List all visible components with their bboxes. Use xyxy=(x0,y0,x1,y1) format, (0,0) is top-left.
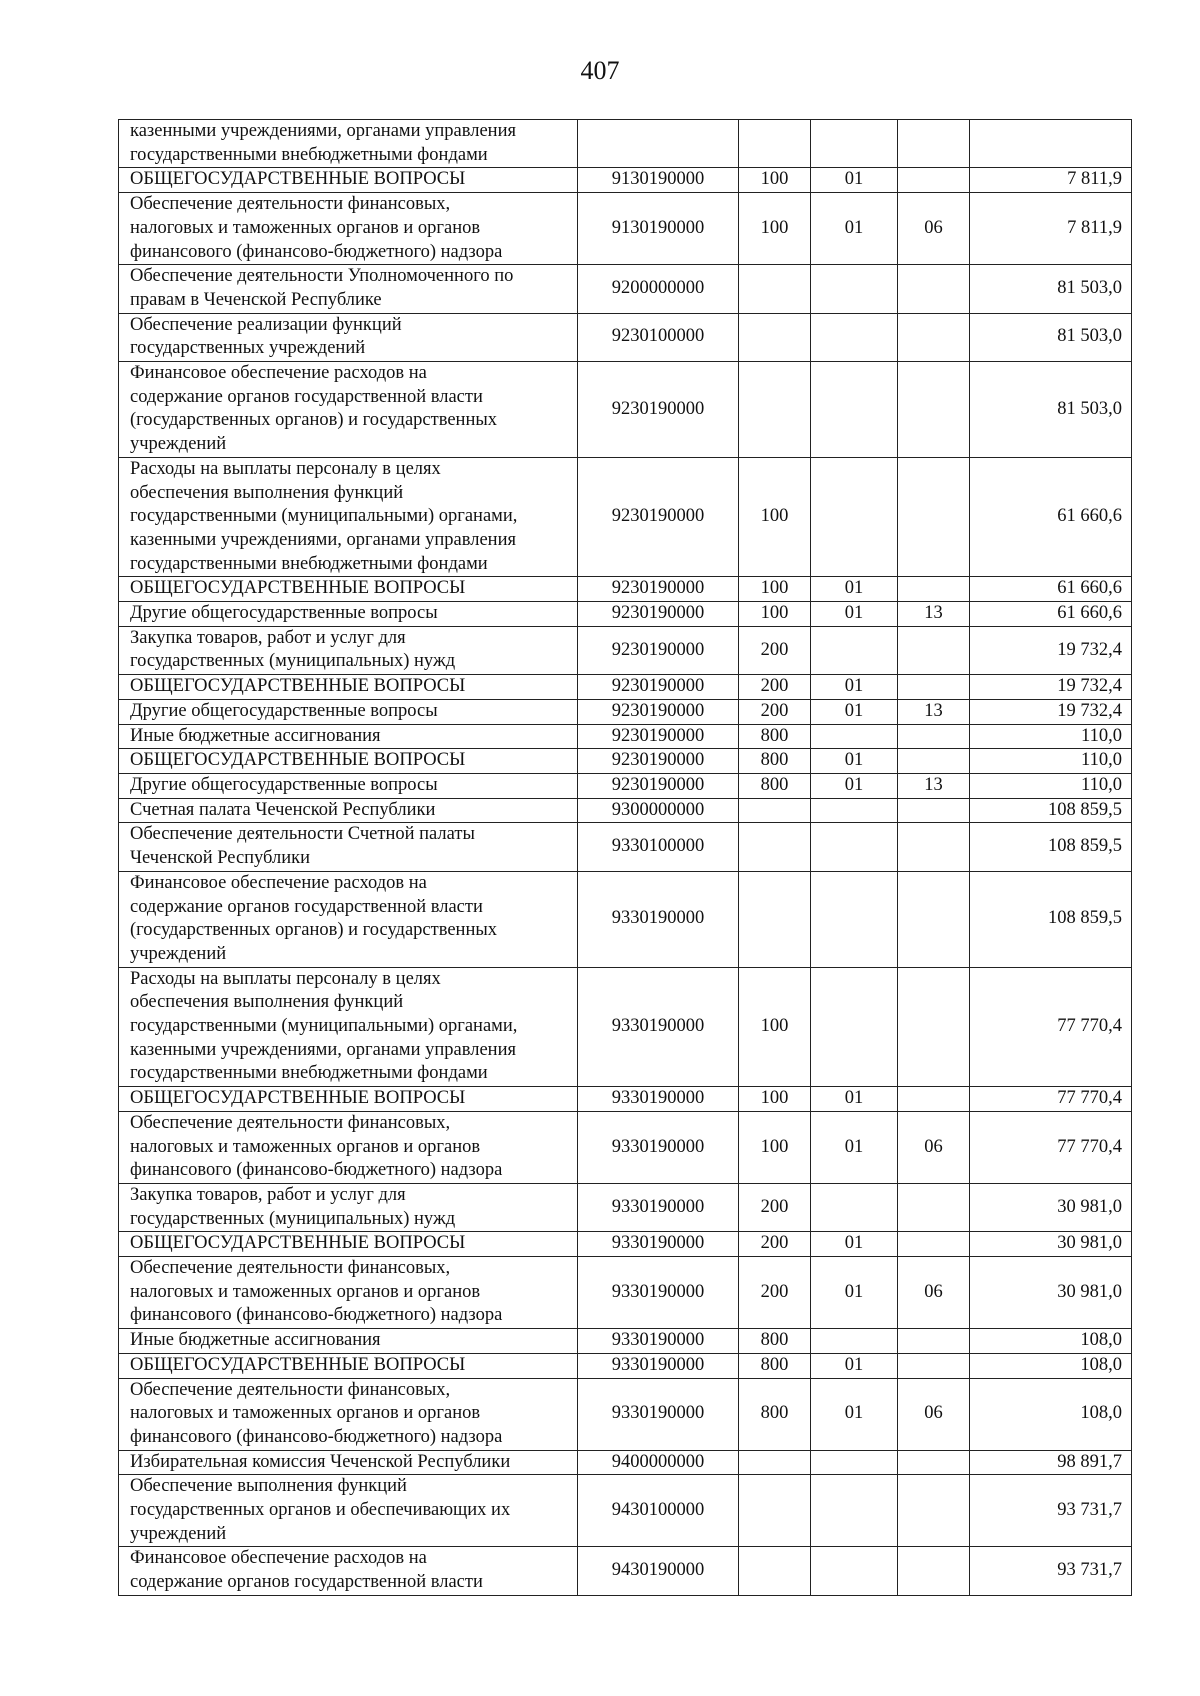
table-row xyxy=(119,313,1132,361)
table-row xyxy=(119,362,1132,458)
table-row xyxy=(119,675,1132,700)
row-rz-cell: 01 xyxy=(811,1353,898,1378)
row-code-cell: 9230190000 xyxy=(578,749,739,774)
row-rz-cell: 01 xyxy=(811,1232,898,1257)
row-amount-cell: 19 732,4 xyxy=(970,699,1132,724)
row-code-cell: 9430190000 xyxy=(578,1547,739,1595)
row-rz-cell xyxy=(811,724,898,749)
row-name-line: налоговых и таможенных органов и органов xyxy=(130,1281,481,1302)
row-code-cell: 9330190000 xyxy=(578,1329,739,1354)
row-vr-cell: 100 xyxy=(739,967,811,1087)
row-code-cell: 9230190000 xyxy=(578,602,739,627)
row-name-cell xyxy=(119,749,578,774)
row-pr-cell xyxy=(898,967,970,1087)
row-amount-cell xyxy=(970,120,1132,168)
row-code-cell: 9230190000 xyxy=(578,362,739,458)
row-amount-cell: 93 731,7 xyxy=(970,1547,1132,1595)
row-name-line: Иные бюджетные ассигнования xyxy=(130,1330,381,1351)
table-row xyxy=(119,1183,1132,1231)
row-rz-cell: 01 xyxy=(811,1087,898,1112)
row-name-line: ОБЩЕГОСУДАРСТВЕННЫЕ ВОПРОСЫ xyxy=(130,750,466,771)
row-vr-cell: 800 xyxy=(739,749,811,774)
row-name-line: государственных (муниципальных) нужд xyxy=(130,651,456,672)
row-pr-cell xyxy=(898,1329,970,1354)
row-name-line: государственными внебюджетными фондами xyxy=(130,144,488,165)
row-name-cell xyxy=(119,1353,578,1378)
row-amount-cell: 30 981,0 xyxy=(970,1257,1132,1329)
row-name-line: учреждений xyxy=(130,434,227,455)
row-vr-cell: 100 xyxy=(739,457,811,577)
table-row xyxy=(119,773,1132,798)
table-row xyxy=(119,265,1132,313)
table-row xyxy=(119,1353,1132,1378)
row-code-cell xyxy=(578,120,739,168)
row-amount-cell: 110,0 xyxy=(970,749,1132,774)
row-pr-cell xyxy=(898,675,970,700)
row-pr-cell: 06 xyxy=(898,1257,970,1329)
row-name-line: Финансовое обеспечение расходов на xyxy=(130,872,427,893)
table-row xyxy=(119,871,1132,967)
row-rz-cell xyxy=(811,120,898,168)
row-vr-cell: 100 xyxy=(739,1111,811,1183)
row-name-line: Избирательная комиссия Чеченской Республики xyxy=(130,1451,511,1472)
row-vr-cell xyxy=(739,823,811,871)
row-name-line: государственными внебюджетными фондами xyxy=(130,553,488,574)
row-name-line: учреждений xyxy=(130,1523,227,1544)
row-name-cell xyxy=(119,1475,578,1547)
row-code-cell: 9230190000 xyxy=(578,626,739,674)
page-number: 407 xyxy=(580,56,620,85)
row-amount-cell: 77 770,4 xyxy=(970,1111,1132,1183)
row-amount-cell: 110,0 xyxy=(970,724,1132,749)
row-name-line: Финансовое обеспечение расходов на xyxy=(130,363,427,384)
row-name-cell xyxy=(119,1183,578,1231)
row-pr-cell xyxy=(898,120,970,168)
row-amount-cell: 61 660,6 xyxy=(970,577,1132,602)
row-vr-cell xyxy=(739,265,811,313)
row-code-cell: 9230190000 xyxy=(578,577,739,602)
row-name-line: финансового (финансово-бюджетного) надзора xyxy=(130,241,503,262)
row-rz-cell: 01 xyxy=(811,1111,898,1183)
row-vr-cell: 800 xyxy=(739,1378,811,1450)
row-amount-cell: 81 503,0 xyxy=(970,313,1132,361)
row-rz-cell: 01 xyxy=(811,193,898,265)
row-name-line: ОБЩЕГОСУДАРСТВЕННЫЕ ВОПРОСЫ xyxy=(130,1233,466,1254)
row-amount-cell: 61 660,6 xyxy=(970,457,1132,577)
budget-table xyxy=(118,119,1132,1596)
row-vr-cell: 100 xyxy=(739,193,811,265)
row-name-cell xyxy=(119,362,578,458)
row-name-cell xyxy=(119,265,578,313)
row-amount-cell: 30 981,0 xyxy=(970,1232,1132,1257)
table-row xyxy=(119,1111,1132,1183)
table-row xyxy=(119,120,1132,168)
row-name-line: налоговых и таможенных органов и органов xyxy=(130,1136,481,1157)
table-row xyxy=(119,823,1132,871)
row-amount-cell: 108,0 xyxy=(970,1329,1132,1354)
row-code-cell: 9230190000 xyxy=(578,675,739,700)
row-name-line: (государственных органов) и государственных xyxy=(130,920,498,941)
row-name-line: казенными учреждениями, органами управления xyxy=(130,529,516,550)
row-name-line: государственных (муниципальных) нужд xyxy=(130,1208,456,1229)
row-name-cell xyxy=(119,626,578,674)
row-name-cell xyxy=(119,193,578,265)
row-pr-cell xyxy=(898,749,970,774)
row-rz-cell xyxy=(811,1547,898,1595)
row-name-cell xyxy=(119,1547,578,1595)
row-name-line: Другие общегосударственные вопросы xyxy=(130,774,438,795)
row-code-cell: 9400000000 xyxy=(578,1450,739,1475)
row-name-line: Обеспечение деятельности финансовых, xyxy=(130,1258,451,1279)
row-name-line: казенными учреждениями, органами управления xyxy=(130,121,516,141)
row-pr-cell xyxy=(898,871,970,967)
row-vr-cell: 200 xyxy=(739,1257,811,1329)
row-code-cell: 9230190000 xyxy=(578,773,739,798)
row-name-line: правам в Чеченской Республике xyxy=(130,289,382,310)
row-amount-cell: 77 770,4 xyxy=(970,1087,1132,1112)
row-name-line: казенными учреждениями, органами управления xyxy=(130,1039,516,1060)
row-name-cell xyxy=(119,871,578,967)
row-pr-cell xyxy=(898,798,970,823)
budget-table-body xyxy=(119,120,1132,1596)
row-amount-cell: 98 891,7 xyxy=(970,1450,1132,1475)
row-code-cell: 9230190000 xyxy=(578,699,739,724)
row-name-line: ОБЩЕГОСУДАРСТВЕННЫЕ ВОПРОСЫ xyxy=(130,1354,466,1375)
row-code-cell: 9330190000 xyxy=(578,1232,739,1257)
row-pr-cell xyxy=(898,168,970,193)
row-name-line: Обеспечение деятельности Уполномоченного по xyxy=(130,266,514,287)
row-name-line: Счетная палата Чеченской Республики xyxy=(130,799,436,820)
row-amount-cell: 19 732,4 xyxy=(970,626,1132,674)
row-name-cell xyxy=(119,967,578,1087)
row-name-cell xyxy=(119,724,578,749)
row-pr-cell: 06 xyxy=(898,1111,970,1183)
row-name-line: Обеспечение деятельности финансовых, xyxy=(130,1112,451,1133)
row-amount-cell: 7 811,9 xyxy=(970,168,1132,193)
row-amount-cell: 110,0 xyxy=(970,773,1132,798)
row-name-line: Другие общегосударственные вопросы xyxy=(130,700,438,721)
row-pr-cell xyxy=(898,1087,970,1112)
row-name-line: государственными внебюджетными фондами xyxy=(130,1063,488,1084)
row-rz-cell xyxy=(811,362,898,458)
row-rz-cell xyxy=(811,313,898,361)
row-code-cell: 9330100000 xyxy=(578,823,739,871)
row-name-cell xyxy=(119,1257,578,1329)
row-code-cell: 9130190000 xyxy=(578,193,739,265)
row-code-cell: 9330190000 xyxy=(578,1111,739,1183)
row-code-cell: 9330190000 xyxy=(578,871,739,967)
table-row xyxy=(119,1232,1132,1257)
row-name-cell xyxy=(119,675,578,700)
table-row xyxy=(119,602,1132,627)
row-name-line: ОБЩЕГОСУДАРСТВЕННЫЕ ВОПРОСЫ xyxy=(130,676,466,697)
table-row xyxy=(119,1087,1132,1112)
table-row xyxy=(119,1257,1132,1329)
row-vr-cell: 800 xyxy=(739,1353,811,1378)
row-code-cell: 9330190000 xyxy=(578,1183,739,1231)
row-vr-cell: 100 xyxy=(739,1087,811,1112)
row-pr-cell xyxy=(898,823,970,871)
row-amount-cell: 30 981,0 xyxy=(970,1183,1132,1231)
row-name-line: Обеспечение деятельности Счетной палаты xyxy=(130,824,475,845)
row-name-cell xyxy=(119,120,578,168)
row-name-cell xyxy=(119,602,578,627)
table-row xyxy=(119,1547,1132,1595)
row-pr-cell: 06 xyxy=(898,1378,970,1450)
row-name-cell xyxy=(119,1378,578,1450)
row-name-line: государственными (муниципальными) органами, xyxy=(130,1016,518,1037)
row-name-cell xyxy=(119,313,578,361)
row-name-cell xyxy=(119,1450,578,1475)
row-vr-cell: 200 xyxy=(739,1183,811,1231)
row-name-line: Чеченской Республики xyxy=(130,848,311,869)
row-rz-cell xyxy=(811,265,898,313)
table-row xyxy=(119,1450,1132,1475)
row-vr-cell: 200 xyxy=(739,699,811,724)
row-pr-cell xyxy=(898,577,970,602)
row-rz-cell: 01 xyxy=(811,699,898,724)
table-row xyxy=(119,699,1132,724)
table-row xyxy=(119,1475,1132,1547)
row-rz-cell xyxy=(811,1475,898,1547)
row-name-cell xyxy=(119,577,578,602)
row-name-line: Обеспечение деятельности финансовых, xyxy=(130,194,451,215)
row-name-line: финансового (финансово-бюджетного) надзора xyxy=(130,1305,503,1326)
row-pr-cell xyxy=(898,1547,970,1595)
table-row xyxy=(119,724,1132,749)
table-row xyxy=(119,457,1132,577)
row-name-line: государственных органов и обеспечивающих их xyxy=(130,1500,511,1521)
table-row xyxy=(119,749,1132,774)
row-rz-cell xyxy=(811,967,898,1087)
row-amount-cell: 61 660,6 xyxy=(970,602,1132,627)
row-rz-cell: 01 xyxy=(811,1257,898,1329)
row-pr-cell: 06 xyxy=(898,193,970,265)
row-rz-cell xyxy=(811,823,898,871)
row-name-line: содержание органов государственной власти xyxy=(130,896,483,917)
row-code-cell: 9330190000 xyxy=(578,1087,739,1112)
row-code-cell: 9330190000 xyxy=(578,1257,739,1329)
row-pr-cell: 13 xyxy=(898,773,970,798)
row-code-cell: 9200000000 xyxy=(578,265,739,313)
row-code-cell: 9330190000 xyxy=(578,1353,739,1378)
row-rz-cell xyxy=(811,626,898,674)
row-name-line: Финансовое обеспечение расходов на xyxy=(130,1548,427,1569)
row-name-line: Иные бюджетные ассигнования xyxy=(130,725,381,746)
row-vr-cell xyxy=(739,871,811,967)
row-vr-cell: 200 xyxy=(739,675,811,700)
row-name-line: учреждений xyxy=(130,943,227,964)
row-vr-cell xyxy=(739,120,811,168)
row-pr-cell xyxy=(898,362,970,458)
row-code-cell: 9430100000 xyxy=(578,1475,739,1547)
row-pr-cell xyxy=(898,313,970,361)
row-name-line: (государственных органов) и государственных xyxy=(130,410,498,431)
row-name-line: налоговых и таможенных органов и органов xyxy=(130,1403,481,1424)
row-code-cell: 9130190000 xyxy=(578,168,739,193)
row-name-cell xyxy=(119,1232,578,1257)
row-pr-cell xyxy=(898,1183,970,1231)
row-amount-cell: 77 770,4 xyxy=(970,967,1132,1087)
row-name-line: Обеспечение выполнения функций xyxy=(130,1476,407,1497)
row-pr-cell xyxy=(898,626,970,674)
row-rz-cell xyxy=(811,871,898,967)
table-row xyxy=(119,193,1132,265)
row-rz-cell: 01 xyxy=(811,577,898,602)
row-vr-cell: 200 xyxy=(739,626,811,674)
row-name-cell xyxy=(119,1111,578,1183)
row-name-line: обеспечения выполнения функций xyxy=(130,992,404,1013)
row-name-line: налоговых и таможенных органов и органов xyxy=(130,217,481,238)
row-vr-cell xyxy=(739,362,811,458)
row-vr-cell xyxy=(739,313,811,361)
table-row xyxy=(119,626,1132,674)
row-rz-cell: 01 xyxy=(811,1378,898,1450)
row-pr-cell xyxy=(898,1353,970,1378)
row-amount-cell: 7 811,9 xyxy=(970,193,1132,265)
row-vr-cell: 800 xyxy=(739,1329,811,1354)
row-name-line: государственными (муниципальными) органами, xyxy=(130,506,518,527)
table-row xyxy=(119,168,1132,193)
row-name-line: ОБЩЕГОСУДАРСТВЕННЫЕ ВОПРОСЫ xyxy=(130,169,466,190)
row-amount-cell: 108,0 xyxy=(970,1353,1132,1378)
row-name-line: обеспечения выполнения функций xyxy=(130,482,404,503)
row-code-cell: 9230190000 xyxy=(578,457,739,577)
row-rz-cell: 01 xyxy=(811,675,898,700)
row-vr-cell: 800 xyxy=(739,773,811,798)
row-name-cell xyxy=(119,798,578,823)
row-amount-cell: 19 732,4 xyxy=(970,675,1132,700)
row-name-cell xyxy=(119,823,578,871)
row-amount-cell: 108 859,5 xyxy=(970,871,1132,967)
row-pr-cell xyxy=(898,724,970,749)
row-rz-cell: 01 xyxy=(811,168,898,193)
row-rz-cell xyxy=(811,798,898,823)
row-vr-cell xyxy=(739,1450,811,1475)
row-code-cell: 9300000000 xyxy=(578,798,739,823)
row-name-cell xyxy=(119,1329,578,1354)
row-vr-cell: 100 xyxy=(739,577,811,602)
row-name-line: Другие общегосударственные вопросы xyxy=(130,603,438,624)
row-vr-cell xyxy=(739,1475,811,1547)
row-name-line: Закупка товаров, работ и услуг для xyxy=(130,1184,406,1205)
row-pr-cell xyxy=(898,1232,970,1257)
table-row xyxy=(119,1329,1132,1354)
row-rz-cell: 01 xyxy=(811,749,898,774)
table-row xyxy=(119,967,1132,1087)
row-vr-cell: 200 xyxy=(739,1232,811,1257)
row-code-cell: 9330190000 xyxy=(578,1378,739,1450)
table-row xyxy=(119,1378,1132,1450)
row-name-line: Обеспечение деятельности финансовых, xyxy=(130,1379,451,1400)
row-name-line: государственных учреждений xyxy=(130,338,366,359)
row-rz-cell: 01 xyxy=(811,773,898,798)
row-name-cell xyxy=(119,457,578,577)
row-rz-cell xyxy=(811,1183,898,1231)
row-rz-cell: 01 xyxy=(811,602,898,627)
row-amount-cell: 108 859,5 xyxy=(970,798,1132,823)
row-vr-cell: 800 xyxy=(739,724,811,749)
row-name-cell xyxy=(119,168,578,193)
row-rz-cell xyxy=(811,457,898,577)
row-name-line: Закупка товаров, работ и услуг для xyxy=(130,627,406,648)
row-pr-cell xyxy=(898,1475,970,1547)
row-name-line: ОБЩЕГОСУДАРСТВЕННЫЕ ВОПРОСЫ xyxy=(130,1088,466,1109)
row-vr-cell xyxy=(739,1547,811,1595)
row-name-line: Расходы на выплаты персоналу в целях xyxy=(130,968,441,989)
row-name-cell xyxy=(119,1087,578,1112)
row-vr-cell: 100 xyxy=(739,602,811,627)
row-pr-cell: 13 xyxy=(898,699,970,724)
row-amount-cell: 108 859,5 xyxy=(970,823,1132,871)
row-pr-cell xyxy=(898,265,970,313)
row-rz-cell xyxy=(811,1329,898,1354)
row-name-line: Расходы на выплаты персоналу в целях xyxy=(130,458,441,479)
row-pr-cell: 13 xyxy=(898,602,970,627)
row-vr-cell: 100 xyxy=(739,168,811,193)
row-name-line: Обеспечение реализации функций xyxy=(130,314,402,335)
row-amount-cell: 81 503,0 xyxy=(970,265,1132,313)
row-rz-cell xyxy=(811,1450,898,1475)
row-name-line: финансового (финансово-бюджетного) надзора xyxy=(130,1160,503,1181)
table-row xyxy=(119,577,1132,602)
row-vr-cell xyxy=(739,798,811,823)
row-code-cell: 9330190000 xyxy=(578,967,739,1087)
row-code-cell: 9230190000 xyxy=(578,724,739,749)
row-amount-cell: 81 503,0 xyxy=(970,362,1132,458)
row-name-cell xyxy=(119,773,578,798)
row-name-line: содержание органов государственной власти xyxy=(130,386,483,407)
row-code-cell: 9230100000 xyxy=(578,313,739,361)
row-name-line: содержание органов государственной власти xyxy=(130,1572,483,1593)
table-row xyxy=(119,798,1132,823)
row-name-cell xyxy=(119,699,578,724)
row-pr-cell xyxy=(898,457,970,577)
row-name-line: ОБЩЕГОСУДАРСТВЕННЫЕ ВОПРОСЫ xyxy=(130,578,466,599)
row-pr-cell xyxy=(898,1450,970,1475)
row-amount-cell: 108,0 xyxy=(970,1378,1132,1450)
row-amount-cell: 93 731,7 xyxy=(970,1475,1132,1547)
row-name-line: финансового (финансово-бюджетного) надзора xyxy=(130,1426,503,1447)
